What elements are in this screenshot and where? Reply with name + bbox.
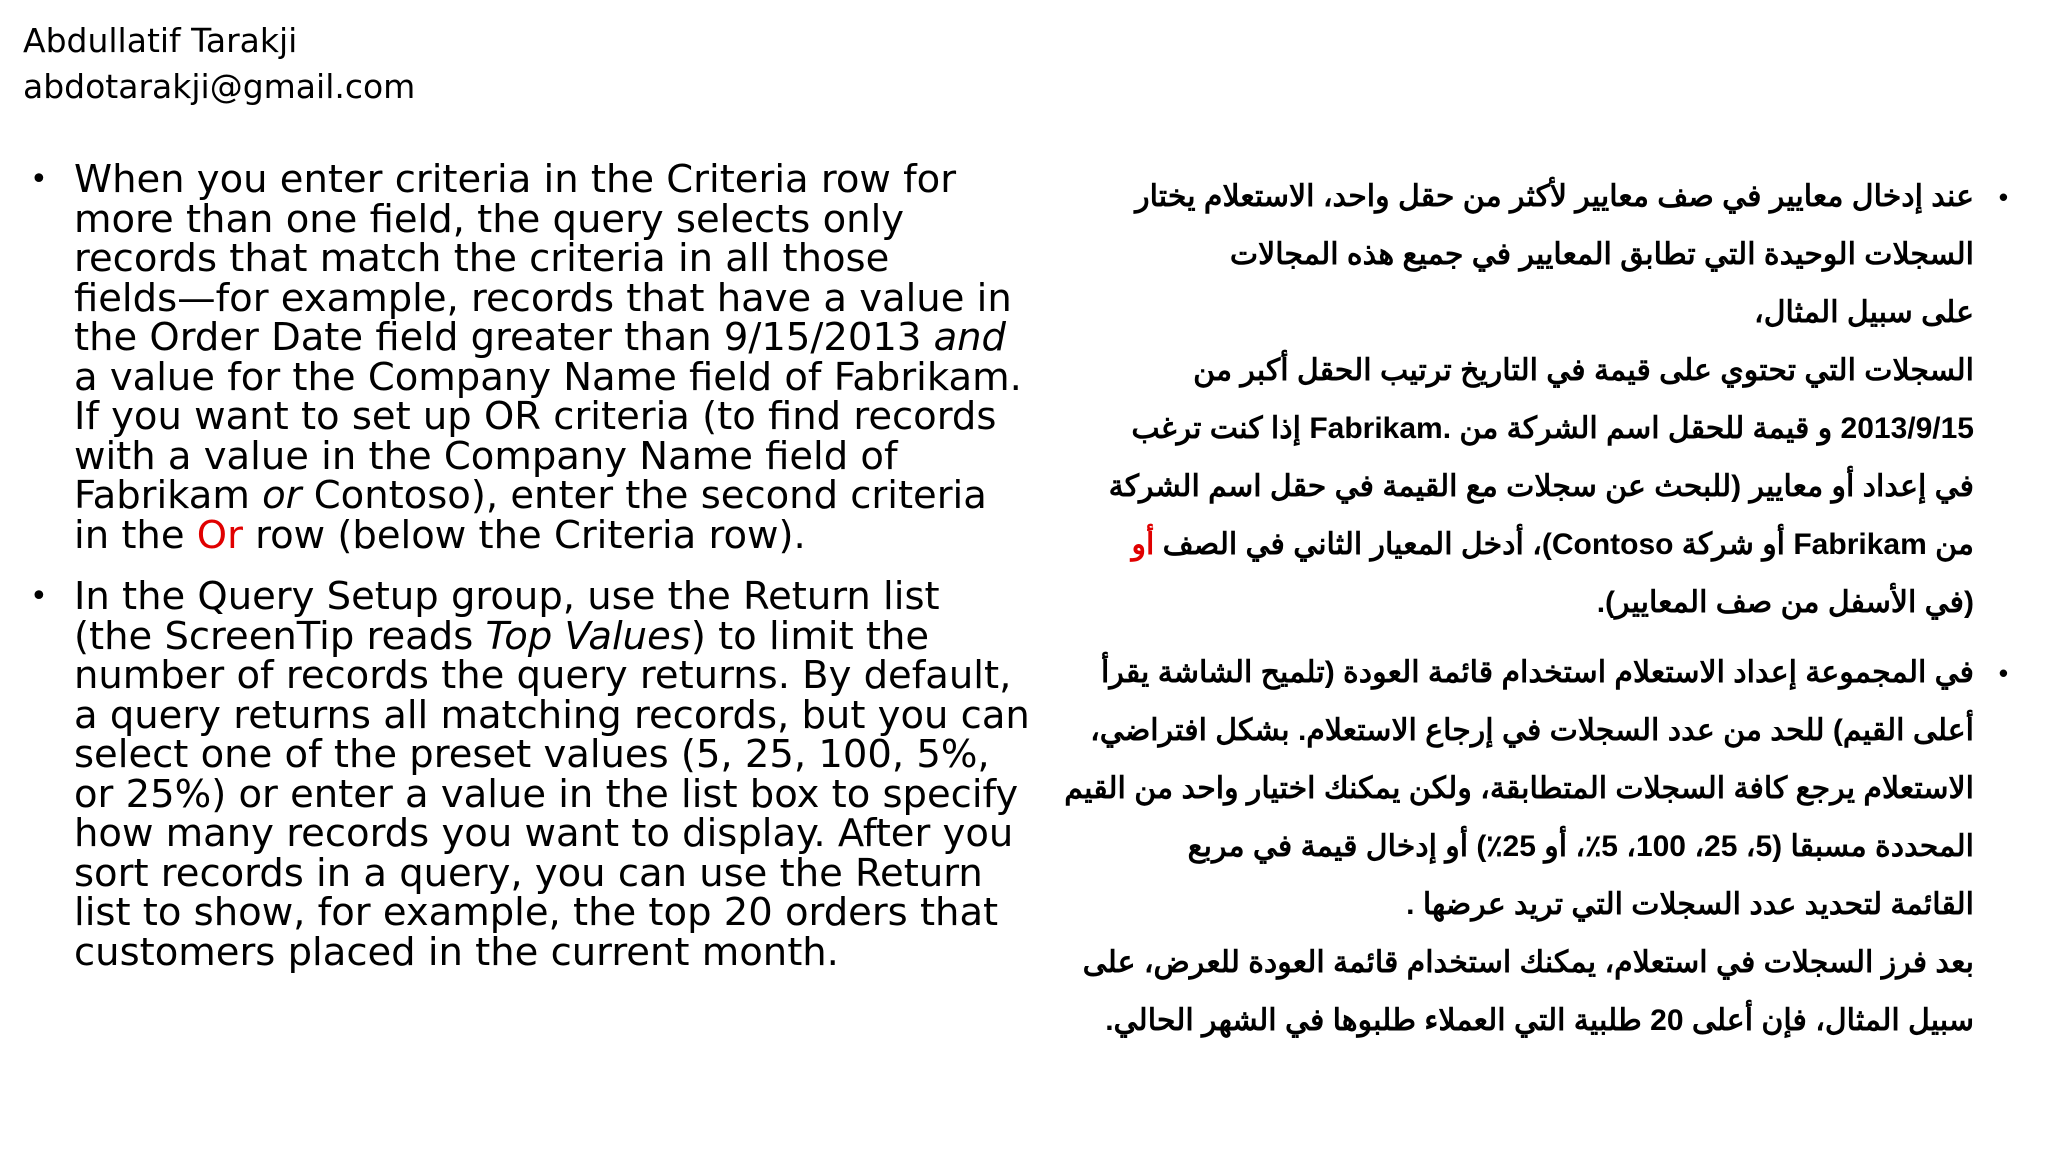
bullet-dot: • [30,162,48,197]
english-column [30,157,1030,994]
text-line: more than one field, the query selects only [74,196,905,242]
text-segment: the Order Date field greater than 9/15/2013 [74,315,934,360]
english-bullet-2 [30,574,1030,975]
text-line: with a value in the Company Name field of [74,433,898,479]
author-block [23,18,415,110]
text-line: أعلى القيم) للحد من عدد السجلات في إرجاع الاستعلام. بشكل افتراضي، [1090,714,1974,747]
text-line [1028,516,1974,574]
author-name: Abdullatif Tarakji [23,21,298,60]
text-segment: Contoso), enter the second criteria [301,473,987,518]
text-segment: من Fabrikam أو شركة Contoso)، أدخل المعيار الثاني في الصف [1154,528,1974,561]
text-line: fields—for example, records that have a value in [74,275,1012,321]
text-segment: in the [74,512,197,558]
arabic-bullet-1-text [1028,168,1974,632]
text-line [74,512,1020,558]
arabic-bullet-2 [1028,644,2008,1050]
text-line: list to show, for example, the top 20 orders that [74,890,999,935]
text-line: (في الأسفل من صف المعايير). [1596,586,1974,619]
text-line: على سبيل المثال، [1754,296,1974,329]
highlight-text: أو [1131,528,1155,561]
text-line: select one of the preset values (5, 25, 100, 5%, [74,732,990,777]
text-line [74,473,1020,518]
text-line [74,613,1020,659]
text-line: In the Query Setup group, use the Return list [74,574,940,619]
english-bullet-1-text [74,157,1022,558]
text-line: بعد فرز السجلات في استعلام، يمكنك استخدام قائمة العودة للعرض، على [1082,946,1974,979]
text-line: المحددة مسبقا (5، 25، 100، 5٪، أو 25٪) أو إدخال قيمة في مربع [1187,830,1974,863]
italic-text: and [933,315,1006,360]
bullet-dot: • [1998,182,2008,212]
bullet-dot: • [1998,658,2008,688]
text-line: If you want to set up OR criteria (to find records [74,394,997,439]
text-line: customers placed in the current month. [74,929,839,975]
text-line: 2013/9/15 و قيمة للحقل اسم الشركة من .Fabrikam إذا كنت ترغب [1131,412,1974,445]
english-bullet-2-text [74,574,1030,975]
italic-text: Top Values [485,613,691,659]
text-line: في إعداد أو معايير (للبحث عن سجلات مع القيمة في حقل اسم الشركة [1108,470,1974,503]
author-email: abdotarakji@gmail.com [23,67,416,106]
bullet-dot: • [30,579,48,614]
text-line: sort records in a query, you can use the Return [74,850,983,896]
text-line [74,315,1020,360]
text-line: number of records the query returns. By default, [74,653,1012,698]
text-line: الاستعلام يرجع كافة السجلات المتطابقة، ولكن يمكنك اختيار واحد من القيم [1064,772,1974,805]
text-line: القائمة لتحديد عدد السجلات التي تريد عرضها . [1406,888,1974,921]
text-line: records that match the criteria in all those [74,236,890,281]
text-line: سبيل المثال، فإن أعلى 20 طلبية التي العملاء طلبوها في الشهر الحالي. [1105,1004,1974,1037]
text-segment: Fabrikam [74,473,263,518]
text-segment: (the ScreenTip reads [74,613,486,659]
text-line: or 25%) or enter a value in the list box to specify [74,771,1019,817]
text-line: عند إدخال معايير في صف معايير لأكثر من حقل واحد، الاستعلام يختار [1135,180,1974,213]
italic-text: or [262,473,302,518]
text-line: When you enter criteria in the Criteria row for [74,157,957,202]
text-segment: row (below the Criteria row). [242,512,806,558]
text-line: a query returns all matching records, but you can [74,692,1030,738]
text-line: السجلات الوحيدة التي تطابق المعايير في جميع هذه المجالات [1229,238,1974,271]
text-line: السجلات التي تحتوي على قيمة في التاريخ ترتيب الحقل أكبر من [1193,354,1974,387]
english-bullet-1 [30,157,1022,558]
text-line: في المجموعة إعداد الاستعلام استخدام قائمة العودة (تلميح الشاشة يقرأ [1100,656,1974,689]
text-line: how many records you want to display. After you [74,811,1014,856]
arabic-column [1028,168,2008,1062]
arabic-bullet-1 [1028,168,2008,632]
text-segment: ) to limit the [690,613,930,659]
arabic-bullet-2-text [1028,644,1974,1050]
highlight-text: Or [196,512,243,558]
text-line: a value for the Company Name field of Fabrikam. [74,354,1022,400]
